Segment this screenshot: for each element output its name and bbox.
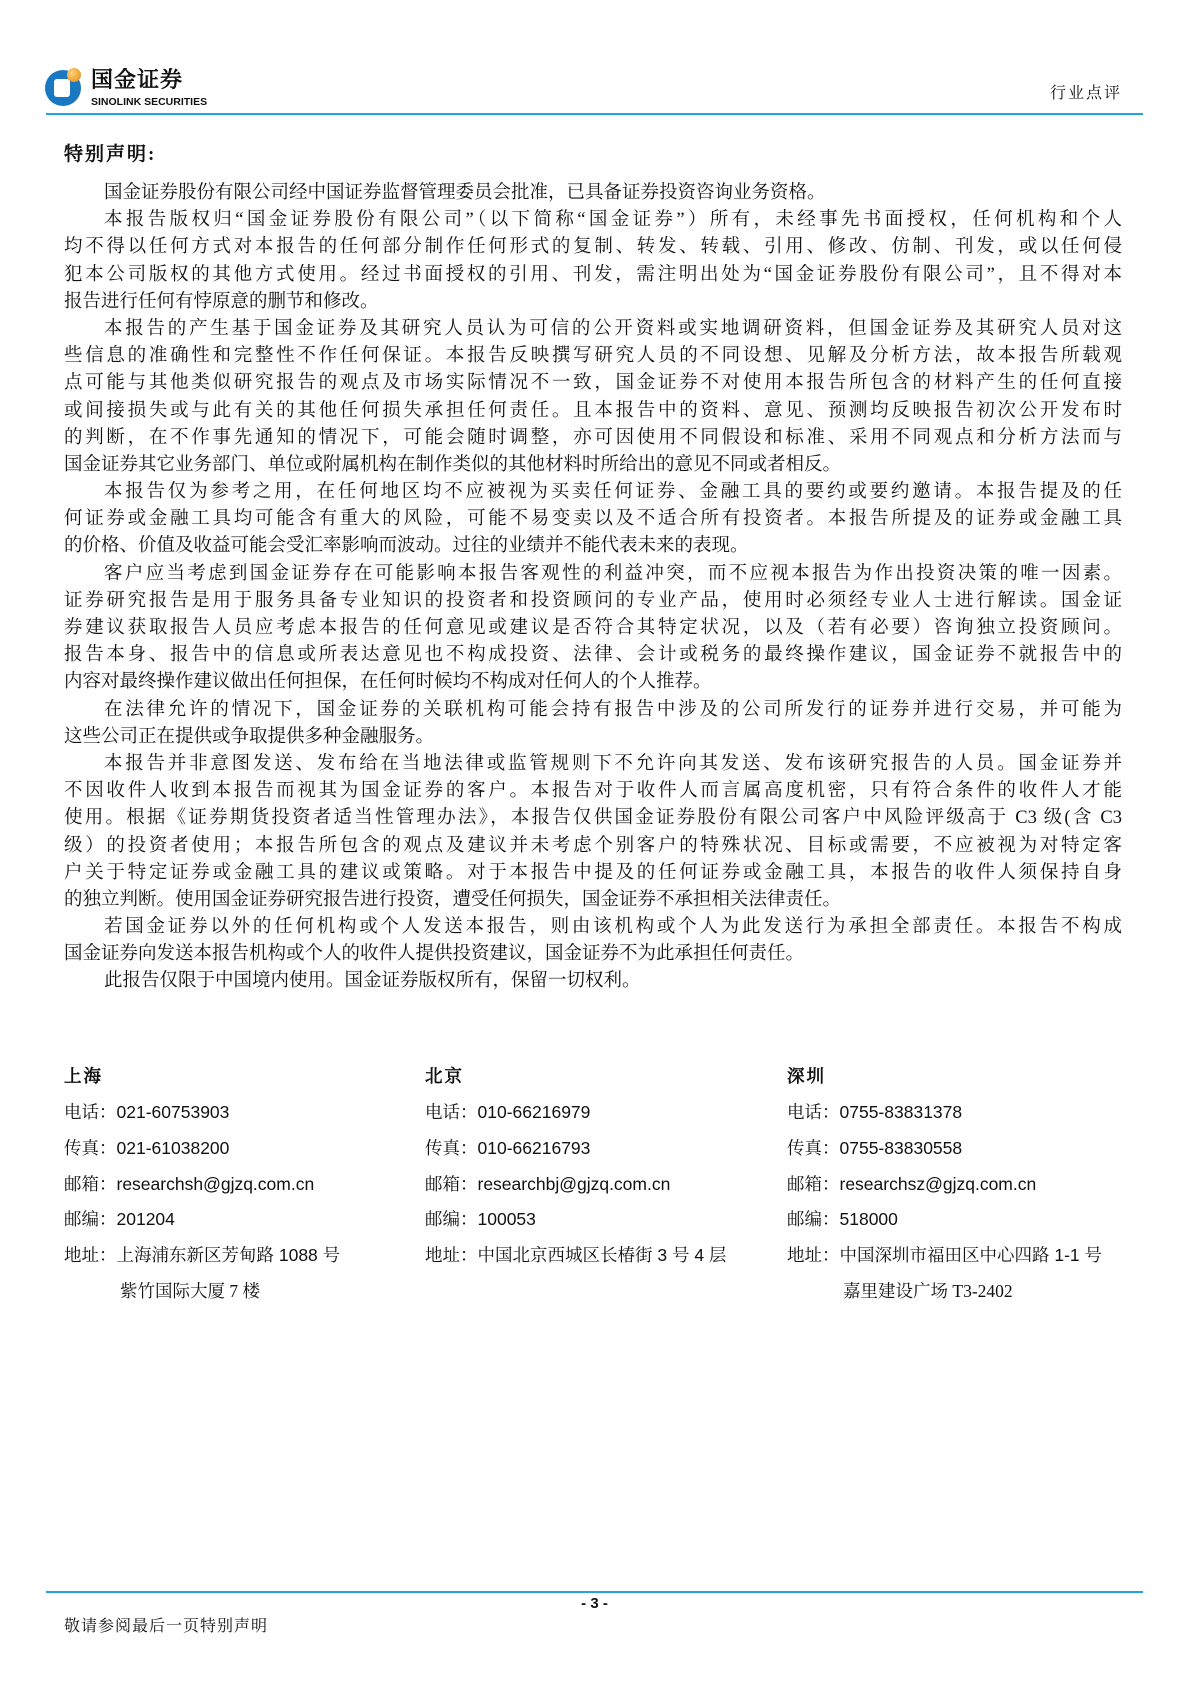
paragraph-line: 证券研究报告是用于服务具备专业知识的投资者和投资顾问的专业产品，使用时必须经专业人士进行解读。国金证 [64, 590, 1122, 611]
fax-label: 传真： [425, 1137, 478, 1158]
postcode-label: 邮编： [425, 1209, 478, 1230]
fax-label: 传真： [787, 1137, 840, 1158]
office-contact-1 [425, 1064, 726, 1279]
footer-divider [46, 1591, 1143, 1593]
paragraph-line: 本报告版权归“国金证券股份有限公司”（以下简称“国金证券”）所有，未经事先书面授权，任何机构和个人 [104, 210, 1122, 231]
paragraph-line: 犯本公司版权的其他方式使用。经过书面授权的引用、刊发，需注明出处为“国金证券股份有限公司”，且不得对本 [64, 264, 1122, 285]
logo-dot-icon [67, 68, 81, 82]
paragraph-line: 点可能与其他类似研究报告的观点及市场实际情况不一致，国金证券不对使用本报告所包含的材料产生的任何直接 [64, 373, 1122, 394]
office-email-row [64, 1172, 340, 1208]
header-divider [46, 113, 1143, 115]
office-city: 北京 [425, 1066, 464, 1086]
address-value: 上海浦东新区芳甸路 1088 号 [116, 1245, 341, 1266]
fax-value: 0755-83830558 [839, 1137, 963, 1158]
address-label: 地址： [64, 1245, 117, 1266]
email-value[interactable]: researchsh@gjzq.com.cn [116, 1173, 315, 1194]
phone-label: 电话： [787, 1102, 840, 1122]
disclaimer-body [64, 180, 1122, 996]
paragraph-line: 何证券或金融工具均可能含有重大的风险，可能不易变卖以及不适合所有投资者。本报告所提及的证券或金融工具 [64, 509, 1122, 530]
paragraph-line: 内容对最终操作建议做出任何担保，在任何时候均不构成对任何人的个人推荐。 [64, 672, 712, 693]
office-phone-row [787, 1100, 1102, 1136]
address-value: 中国深圳市福田区中心四路 1-1 号 [839, 1245, 1103, 1266]
postcode-label: 邮编： [787, 1209, 840, 1230]
paragraph-line: 不因收件人收到本报告而视其为国金证券的客户。本报告对于收件人而言属高度机密，只有符合条件的收件人才能 [64, 781, 1122, 802]
paragraph-line: 级）的投资者使用；本报告所包含的观点及建议并未考虑个别客户的特殊状况、目标或需要，不应被视为对特定客 [64, 835, 1122, 856]
phone-value: 0755-83831378 [839, 1102, 963, 1122]
paragraph-line: 这些公司正在提供或争取提供多种金融服务。 [64, 726, 435, 747]
phone-label: 电话： [64, 1102, 117, 1122]
office-address-row [425, 1243, 726, 1279]
paragraph-line: 国金证券其它业务部门、单位或附属机构在制作类似的其他材料时所给出的意见不同或者相反。 [64, 454, 842, 475]
office-contact-0 [64, 1064, 340, 1315]
office-address-line2: 嘉里建设广场 T3-2402 [843, 1280, 1013, 1301]
office-fax-row [64, 1136, 340, 1172]
office-email-row [425, 1172, 726, 1208]
address-value: 中国北京西城区长椿街 3 号 4 层 [477, 1245, 727, 1266]
paragraph-line: 使用。根据《证券期货投资者适当性管理办法》，本报告仅供国金证券股份有限公司客户中风险评级高于 C3 级(含 C3 [64, 808, 1122, 829]
office-phone-row [425, 1100, 726, 1136]
address-label: 地址： [787, 1245, 840, 1266]
paragraph-line: 的价格、价值及收益可能会受汇率影响而波动。过往的业绩并不能代表未来的表现。 [64, 536, 749, 557]
paragraph-line: 若国金证券以外的任何机构或个人发送本报告，则由该机构或个人为此发送行为承担全部责任。本报告不构成 [104, 917, 1122, 938]
paragraph-line: 此报告仅限于中国境内使用。国金证券版权所有，保留一切权利。 [104, 971, 641, 992]
office-address-row [787, 1243, 1102, 1279]
address-label: 地址： [425, 1245, 478, 1266]
office-fax-row [787, 1136, 1102, 1172]
postcode-value: 518000 [839, 1209, 898, 1230]
email-label: 邮箱： [787, 1173, 840, 1194]
disclaimer-paragraph [64, 207, 1122, 316]
fax-value: 021-61038200 [116, 1137, 230, 1158]
paragraph-line: 国金证券股份有限公司经中国证券监督管理委员会批准，已具备证券投资咨询业务资格。 [104, 183, 826, 203]
paragraph-line: 些信息的准确性和完整性不作任何保证。本报告反映撰写研究人员的不同设想、见解及分析方法，故本报告所载观 [64, 346, 1122, 367]
office-email-row [787, 1172, 1102, 1208]
paragraph-line: 券建议获取报告人员应考虑本报告的任何意见或建议是否符合其特定状况，以及（若有必要）咨询独立投资顾问。 [64, 618, 1122, 638]
logo-english-name: SINOLINK SECURITIES [91, 96, 208, 108]
office-city: 上海 [64, 1066, 103, 1086]
disclaimer-title: 特别声明: [64, 144, 157, 165]
office-address-row [64, 1243, 340, 1279]
paragraph-line: 户关于特定证券或金融工具的建议或策略。对于本报告中提及的任何证券或金融工具，本报告的收件人须保持自身 [64, 862, 1122, 883]
office-postcode-row [425, 1207, 726, 1243]
email-label: 邮箱： [64, 1173, 117, 1194]
fax-label: 传真： [64, 1137, 117, 1158]
disclaimer-paragraph [64, 914, 1122, 968]
email-value[interactable]: researchbj@gjzq.com.cn [477, 1173, 671, 1194]
paragraph-line: 或间接损失或与此有关的其他任何损失承担任何责任。且本报告中的资料、意见、预测均反映报告初次公开发布时 [64, 400, 1122, 421]
disclaimer-paragraph [64, 751, 1122, 914]
postcode-value: 201204 [116, 1209, 175, 1230]
office-city: 深圳 [787, 1066, 826, 1086]
paragraph-line: 本报告仅为参考之用，在任何地区均不应被视为买卖任何证券、金融工具的要约或要约邀请。本报告提及的任 [104, 482, 1122, 503]
paragraph-line: 均不得以任何方式对本报告的任何部分制作任何形式的复制、转发、转载、引用、修改、仿制、刊发，或以任何侵 [64, 237, 1122, 258]
office-phone-row [64, 1100, 340, 1136]
page-number: - 3 - [581, 1595, 608, 1612]
postcode-value: 100053 [477, 1209, 536, 1230]
disclaimer-paragraph [64, 479, 1122, 561]
fax-value: 010-66216793 [477, 1137, 591, 1158]
paragraph-line: 的独立判断。使用国金证券研究报告进行投资，遭受任何损失，国金证券不承担相关法律责任。 [64, 889, 842, 910]
paragraph-line: 客户应当考虑到国金证券存在可能影响本报告客观性的利益冲突，而不应视本报告为作出投资决策的唯一因素。 [104, 563, 1122, 584]
paragraph-line: 报告进行任何有悖原意的删节和修改。 [64, 291, 379, 312]
paragraph-line: 本报告的产生基于国金证券及其研究人员认为可信的公开资料或实地调研资料，但国金证券及其研究人员对这 [104, 318, 1122, 339]
disclaimer-paragraph [64, 561, 1122, 697]
office-contact-2 [787, 1064, 1102, 1315]
disclaimer-paragraph [64, 316, 1122, 479]
phone-value: 021-60753903 [116, 1102, 230, 1122]
phone-value: 010-66216979 [477, 1102, 591, 1122]
disclaimer-paragraph [64, 697, 1122, 751]
postcode-label: 邮编： [64, 1209, 117, 1230]
paragraph-line: 在法律允许的情况下，国金证券的关联机构可能会持有报告中涉及的公司所发行的证券并进行交易，并可能为 [104, 699, 1122, 720]
document-type-label: 行业点评 [1049, 85, 1122, 102]
office-address-line2: 紫竹国际大厦 7 楼 [120, 1280, 260, 1301]
logo-chinese-name: 国金证券 [91, 68, 184, 93]
office-postcode-row [64, 1207, 340, 1243]
paragraph-line: 国金证券向发送本报告机构或个人的收件人提供投资建议，国金证券不为此承担任何责任。 [64, 944, 805, 965]
paragraph-line: 本报告并非意图发送、发布给在当地法律或监管规则下不允许向其发送、发布该研究报告的人员。国金证券并 [104, 753, 1122, 774]
phone-label: 电话： [425, 1102, 478, 1122]
disclaimer-paragraph [64, 180, 1122, 207]
email-value[interactable]: researchsz@gjzq.com.cn [839, 1173, 1037, 1194]
disclaimer-paragraph [64, 968, 1122, 995]
footer-note: 敬请参阅最后一页特别声明 [64, 1618, 269, 1635]
office-postcode-row [787, 1207, 1102, 1243]
paragraph-line: 报告本身、报告中的信息或所表达意见也不构成投资、法律、会计或税务的最终操作建议，国金证券不就报告中的 [64, 645, 1122, 666]
email-label: 邮箱： [425, 1173, 478, 1194]
office-fax-row [425, 1136, 726, 1172]
paragraph-line: 的判断，在不作事先通知的情况下，可能会随时调整，亦可因使用不同假设和标准、采用不同观点和分析方法而与 [64, 427, 1122, 448]
sinolink-logo [45, 68, 275, 110]
